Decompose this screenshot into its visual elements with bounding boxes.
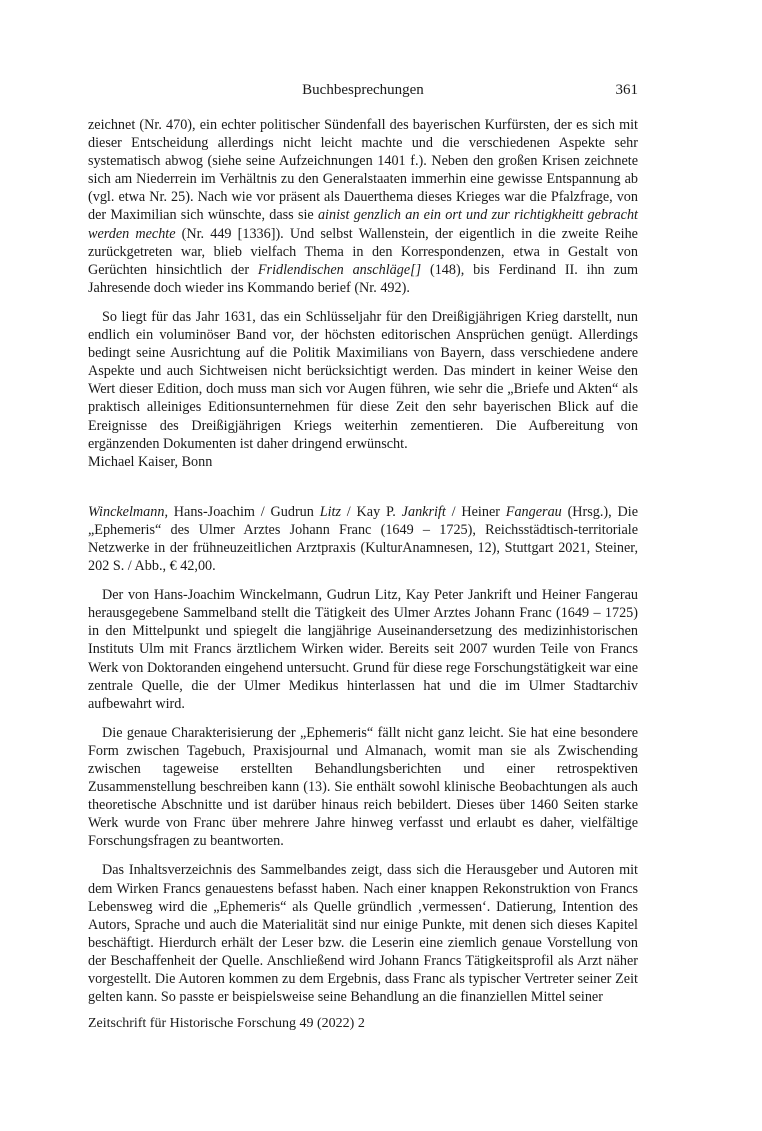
author-name: Fangerau xyxy=(505,503,562,520)
journal-footer: Zeitschrift für Historische Forschung 49 (2022) 2 xyxy=(88,1016,365,1031)
article-body xyxy=(88,116,638,1006)
paragraph: Die genaue Charakterisierung der „Ephemeris“ fällt nicht ganz leicht. Sie hat eine besondere Form zwischen Tagebuch, Praxisjournal und Almanach, womit man sie als Zwischending zwischen tageweise erstellten Behandlungsberichten und einer retrospektiven Zusammenstellung beschreiben kann (13). Sie enthält sowohl klinische Beobachtungen als auch theoretische Abschnitte und ist darüber hinaus reich bebildert. Dieses über 1460 Seiten starke Werk wurde von Franc über mehrere Jahre hinweg verfasst und erlaubt es daher, vielfältige Forschungsfragen zu beantworten. xyxy=(88,724,638,850)
text-span: / Kay P. xyxy=(340,503,402,520)
quote-italic: Fridlendischen anschläge[] xyxy=(257,261,422,278)
text-span: (148), bis Ferdinand II. ihn zum Jahresende doch wieder ins Kommando berief (Nr. 492). xyxy=(88,261,639,296)
paragraph: So liegt für das Jahr 1631, das ein Schlüsseljahr für den Dreißigjährigen Krieg darstellt, nun endlich ein voluminöser Band vor, der höchsten editorischen Ansprüchen genügt. Allerdings bedingt seine Ausrichtung auf die Politik Maximilians von Bayern, dass verschiedene andere Aspekte und auch Sichtweisen nicht berücksichtigt werden. Das mindert in keiner Weise den Wert dieser Edition, doch muss man sich vor Augen führen, wie sehr die „Briefe und Akten“ als praktisch alleiniges Editionsunternehmen für diese Zeit den sehr bayerischen Blick auf die Ereignisse des Dreißigjährigen Kriegs weiterhin zementieren. Die Aufbereitung von ergänzenden Dokumenten ist daher dringend erwünscht. xyxy=(88,308,638,452)
author-name: Litz xyxy=(319,503,341,520)
running-header xyxy=(88,82,638,104)
text-span: , Hans-Joachim / Gudrun xyxy=(164,503,320,520)
running-title: Buchbesprechungen xyxy=(302,82,424,98)
text-span: (Nr. 449 [1336]). Und selbst Wallenstein, der eigentlich in die zweite Reihe zurückgetreten war, blieb vielfach Thema in den Korrespondenzen, etwa in Gestalt von Gerüchten hinsichtlich der xyxy=(88,225,638,278)
book-citation xyxy=(88,503,638,575)
paragraph xyxy=(88,116,638,297)
reviewer-signature: Michael Kaiser, Bonn xyxy=(88,453,213,470)
paragraph: Das Inhaltsverzeichnis des Sammelbandes zeigt, dass sich die Herausgeber und Autoren mit dem Wirken Francs genauestens befasst haben. Nach einer knappen Rekonstruktion von Francs Lebensweg wird die „Ephemeris“ als Quelle gründlich ‚vermessen‘. Datierung, Intention des Autors, Sprache und auch die Materialität sind nur einige Punkte, mit denen sich dieses Kapitel beschäftigt. Hierdurch erhält der Leser bzw. die Leserin eine ziemlich genaue Vorstellung von der Beschaffenheit der Quelle. Anschließend wird Johann Francs Tätigkeitsprofil als Arzt näher vorgestellt. Die Autoren kommen zu dem Ergebnis, dass Franc als typischer Vertreter seiner Zeit gelten kann. So passte er beispielsweise seine Behandlung an die finanziellen Mittel seiner xyxy=(88,862,638,1006)
text-span: (Hrsg.), Die „Ephemeris“ des Ulmer Arztes Johann Franc (1649 – 1725), Reichsstädtisch-territoriale Netzwerke in der frühneuzeitlichen Arztpraxis (KulturAnamnesen, 12), Stuttgart 2021, Steiner, 202 S. / Abb., € 42,00. xyxy=(88,503,638,575)
text-span: / Heiner xyxy=(445,503,506,520)
quote-italic: ainist genzlich an ein ort und zur richtigkheitt gebracht werden mechte xyxy=(88,207,638,242)
author-name: Winckelmann xyxy=(88,503,165,520)
page-number: 361 xyxy=(615,82,638,98)
paragraph: Der von Hans-Joachim Winckelmann, Gudrun Litz, Kay Peter Jankrift und Heiner Fangerau herausgegebene Sammelband stellt die Tätigkeit des Ulmer Arztes Johann Franc (1649 – 1725) in den Mittelpunkt und spiegelt die langjährige Auseinandersetzung des medizinhistorischen Instituts Ulm mit Francs ärztlichem Wirken wider. Bereits seit 2007 wurden Teile von Francs Werk von Doktoranden eingehend untersucht. Grund für diese rege Forschungstätigkeit war eine zentrale Quelle, die der Ulmer Medikus hinterlassen hat und die im Ulmer Stadtarchiv aufbewahrt wird. xyxy=(88,587,638,712)
author-name: Jankrift xyxy=(401,503,446,520)
text-span: zeichnet (Nr. 470), ein echter politischer Sündenfall des bayerischen Kurfürsten, der es sich mit dieser Entscheidung allerdings nicht leicht machte und die verschiedenen Aspekte sehr systematisch abwog (siehe seine Aufzeichnungen 1401 f.). Neben den großen Krisen zeichnete sich am Niederrein im Verhältnis zu den Generalstaaten immerhin eine gewisse Entspannung ab (vgl. etwa Nr. 25). Nach wie vor präsent als Dauerthema dieses Krieges war die Pfalzfrage, von der Maximilian sich wünschte, dass sie xyxy=(88,117,638,224)
